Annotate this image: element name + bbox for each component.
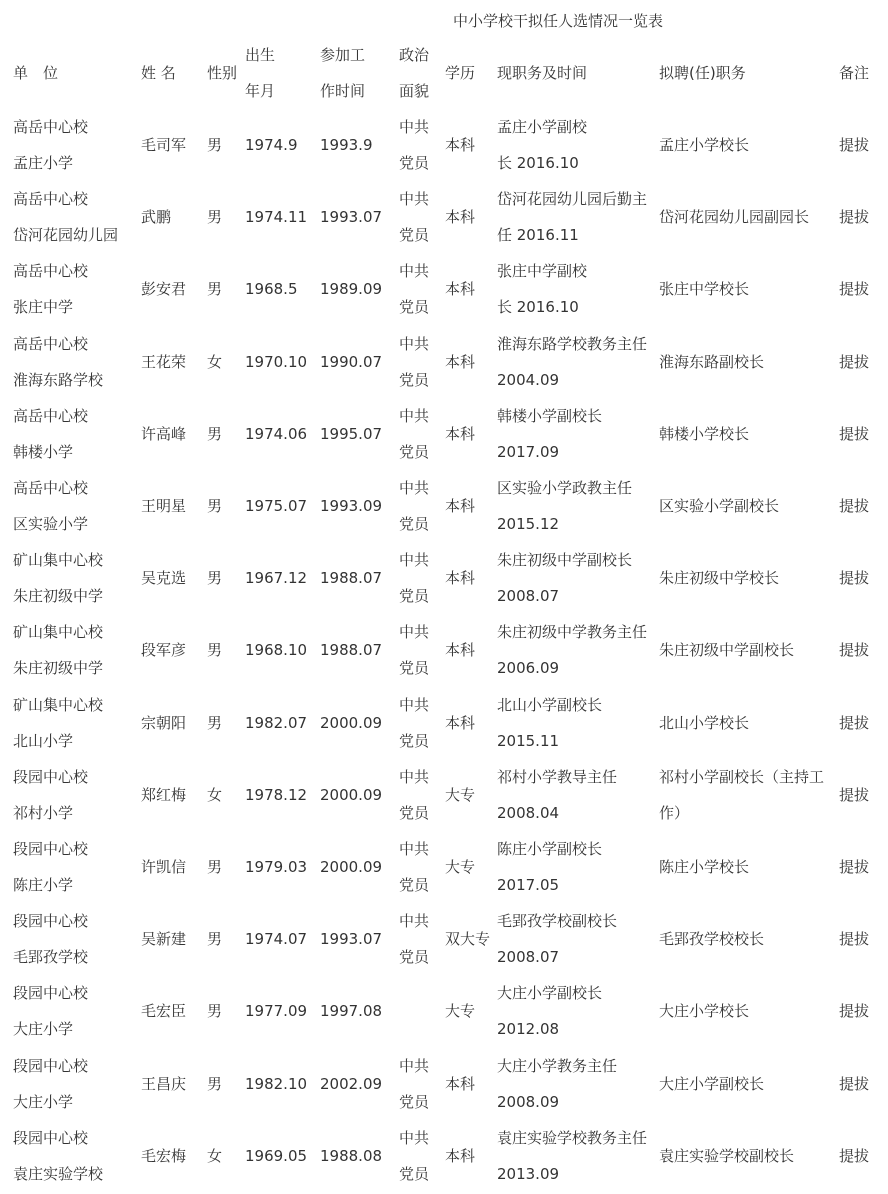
header-gender: 性别 [207, 63, 238, 82]
cell-education: 大专 [445, 785, 476, 804]
cell-unit-line: 高岳中心校 [13, 406, 89, 425]
cell-name: 许高峰 [141, 424, 187, 443]
cell-education: 本科 [445, 1074, 476, 1093]
cell-name: 许凯信 [141, 857, 187, 876]
cell-unit-line: 朱庄初级中学 [13, 659, 104, 678]
cell-gender: 男 [207, 136, 223, 155]
cell-unit-line: 岱河花园幼儿园 [13, 226, 119, 245]
cell-unit [0, 975, 141, 1047]
table-row [0, 109, 888, 181]
cell-current-position-line: 2013.09 [497, 1164, 560, 1183]
cell-unit-line: 韩楼小学 [13, 442, 74, 461]
cell-birth: 1974.11 [245, 208, 308, 227]
cell-education: 本科 [445, 352, 476, 371]
cell-proposed-position [659, 831, 839, 903]
cell-unit [0, 831, 141, 903]
cell-birth: 1974.9 [245, 136, 298, 155]
cell-political-line: 中共 [399, 623, 430, 642]
cell-birth: 1975.07 [245, 497, 308, 516]
cell-unit [0, 398, 141, 470]
cell-current-position-line: 朱庄初级中学教务主任 [497, 623, 648, 642]
cell-political [399, 253, 445, 325]
cell-work-start: 1993.07 [320, 930, 383, 949]
cell-political-line: 中共 [399, 767, 430, 786]
cell-current-position-line: 区实验小学政教主任 [497, 479, 633, 498]
cell-political [399, 1120, 445, 1192]
page-title: 中小学校干拟任人选情况一览表 [453, 12, 664, 30]
cell-political-line: 中共 [399, 551, 430, 570]
header-row [0, 36, 888, 109]
cell-proposed-position-line: 张庄中学校长 [659, 280, 750, 299]
cell-proposed-position-line: 毛郢孜学校校长 [659, 930, 765, 949]
cell-unit-line: 段园中心校 [13, 1056, 89, 1075]
cell-political-line: 党员 [399, 298, 430, 317]
cell-unit [0, 687, 141, 759]
cell-proposed-position-line: 朱庄初级中学副校长 [659, 641, 795, 660]
cell-name: 段军彦 [141, 641, 187, 660]
table-row [0, 470, 888, 542]
header-political-line2: 面貌 [399, 81, 430, 100]
cell-proposed-position [659, 542, 839, 614]
cell-birth: 1974.06 [245, 424, 308, 443]
cell-name: 吴新建 [141, 930, 187, 949]
cell-political-line: 党员 [399, 442, 430, 461]
cell-education: 本科 [445, 208, 476, 227]
cell-birth: 1968.5 [245, 280, 298, 299]
cell-gender: 男 [207, 713, 223, 732]
header-name: 姓 名 [141, 63, 176, 82]
cell-proposed-position [659, 975, 839, 1047]
cell-proposed-position-line: 袁庄实验学校副校长 [659, 1146, 795, 1165]
cell-current-position [497, 398, 659, 470]
cell-remarks: 提拔 [839, 136, 870, 155]
cell-work-start: 1989.09 [320, 280, 383, 299]
header-birth [245, 36, 320, 109]
cell-proposed-position [659, 253, 839, 325]
cell-proposed-position-line: 区实验小学副校长 [659, 497, 780, 516]
cell-current-position [497, 614, 659, 686]
cell-current-position-line: 朱庄初级中学副校长 [497, 551, 633, 570]
cell-education: 本科 [445, 280, 476, 299]
header-political [399, 36, 445, 109]
cell-proposed-position-line: 陈庄小学校长 [659, 857, 750, 876]
cell-political [399, 687, 445, 759]
cell-education: 大专 [445, 1002, 476, 1021]
cell-current-position [497, 109, 659, 181]
cell-unit-line: 段园中心校 [13, 839, 89, 858]
cell-current-position-line: 北山小学副校长 [497, 695, 603, 714]
cell-current-position [497, 253, 659, 325]
cell-political-line: 中共 [399, 479, 430, 498]
cell-current-position-line: 长 2016.10 [497, 298, 579, 317]
table-row [0, 975, 888, 1047]
cell-unit [0, 614, 141, 686]
cell-proposed-position [659, 181, 839, 253]
cell-unit [0, 1047, 141, 1119]
cell-unit-line: 段园中心校 [13, 767, 89, 786]
cell-name: 毛宏梅 [141, 1146, 187, 1165]
cell-proposed-position [659, 903, 839, 975]
cell-remarks: 提拔 [839, 280, 870, 299]
cell-unit-line: 高岳中心校 [13, 334, 89, 353]
cell-gender: 女 [207, 785, 223, 804]
cell-proposed-position [659, 1047, 839, 1119]
cell-birth: 1979.03 [245, 857, 308, 876]
cell-work-start: 2002.09 [320, 1074, 383, 1093]
cell-political-line: 中共 [399, 1056, 430, 1075]
cell-name: 毛宏臣 [141, 1002, 187, 1021]
table-header [0, 36, 888, 109]
cell-gender: 男 [207, 208, 223, 227]
cell-remarks: 提拔 [839, 208, 870, 227]
cell-political-line: 中共 [399, 695, 430, 714]
cell-political-line: 党员 [399, 587, 430, 606]
cell-education: 本科 [445, 641, 476, 660]
header-birth-line1: 出生 [245, 45, 276, 64]
cell-remarks: 提拔 [839, 569, 870, 588]
cell-current-position-line: 2017.09 [497, 442, 560, 461]
cell-unit-line: 大庄小学 [13, 1020, 74, 1039]
table-row [0, 614, 888, 686]
cell-name: 吴克选 [141, 569, 187, 588]
cell-proposed-position [659, 759, 839, 831]
cell-current-position-line: 2015.11 [497, 731, 560, 750]
cell-education: 本科 [445, 713, 476, 732]
cell-birth: 1982.10 [245, 1074, 308, 1093]
cell-political [399, 542, 445, 614]
cell-current-position [497, 326, 659, 398]
cell-education: 本科 [445, 497, 476, 516]
table-row [0, 181, 888, 253]
cell-unit-line: 高岳中心校 [13, 190, 89, 209]
cell-proposed-position [659, 398, 839, 470]
cell-political-line: 中共 [399, 912, 430, 931]
cell-political-line: 党员 [399, 875, 430, 894]
cell-unit [0, 903, 141, 975]
header-work-line2: 作时间 [320, 81, 366, 100]
cell-gender: 女 [207, 1146, 223, 1165]
cell-unit-line: 张庄中学 [13, 298, 74, 317]
header-work-line1: 参加工 [320, 45, 366, 64]
cell-current-position-line: 2004.09 [497, 370, 560, 389]
cell-remarks: 提拔 [839, 352, 870, 371]
cell-current-position-line: 任 2016.11 [497, 226, 579, 245]
cell-political-line: 中共 [399, 334, 430, 353]
cell-gender: 男 [207, 280, 223, 299]
table-row [0, 1120, 888, 1192]
table-row [0, 398, 888, 470]
cell-work-start: 2000.09 [320, 857, 383, 876]
cell-current-position [497, 470, 659, 542]
cell-unit-line: 淮海东路学校 [13, 370, 104, 389]
table-body [0, 109, 888, 1192]
cell-work-start: 1993.09 [320, 497, 383, 516]
cell-current-position [497, 759, 659, 831]
cell-political-line: 中共 [399, 1128, 430, 1147]
cell-birth: 1967.12 [245, 569, 308, 588]
cell-current-position-line: 长 2016.10 [497, 154, 579, 173]
table-row [0, 253, 888, 325]
cell-unit-line: 矿山集中心校 [13, 551, 104, 570]
cell-work-start: 1988.08 [320, 1146, 383, 1165]
cell-proposed-position-line: 韩楼小学校长 [659, 424, 750, 443]
cell-proposed-position-line: 大庄小学副校长 [659, 1074, 765, 1093]
cell-remarks: 提拔 [839, 1074, 870, 1093]
cell-political-line: 党员 [399, 803, 430, 822]
cell-remarks: 提拔 [839, 1002, 870, 1021]
table-row [0, 687, 888, 759]
cell-name: 彭安君 [141, 280, 187, 299]
cell-work-start: 1993.07 [320, 208, 383, 227]
cell-political [399, 759, 445, 831]
cell-current-position-line: 2008.09 [497, 1092, 560, 1111]
cell-unit [0, 1120, 141, 1192]
cell-political-line: 党员 [399, 1164, 430, 1183]
header-birth-line2: 年月 [245, 81, 276, 100]
cell-proposed-position-line: 祁村小学副校长（主持工 [659, 767, 825, 786]
cell-current-position [497, 831, 659, 903]
cell-political-line: 中共 [399, 262, 430, 281]
cell-proposed-position-line: 朱庄初级中学校长 [659, 569, 780, 588]
cell-unit-line: 区实验小学 [13, 515, 89, 534]
cell-political-line: 中共 [399, 118, 430, 137]
cell-education: 本科 [445, 1146, 476, 1165]
cell-remarks: 提拔 [839, 641, 870, 660]
cell-unit [0, 759, 141, 831]
cell-current-position-line: 2012.08 [497, 1020, 560, 1039]
cell-proposed-position-line: 淮海东路副校长 [659, 352, 765, 371]
candidate-table [0, 36, 888, 1192]
cell-current-position [497, 1120, 659, 1192]
table-row [0, 903, 888, 975]
cell-name: 郑红梅 [141, 785, 187, 804]
cell-political [399, 398, 445, 470]
cell-political-line: 党员 [399, 154, 430, 173]
cell-current-position-line: 2006.09 [497, 659, 560, 678]
cell-remarks: 提拔 [839, 785, 870, 804]
cell-political-line: 党员 [399, 1092, 430, 1111]
cell-remarks: 提拔 [839, 857, 870, 876]
cell-current-position-line: 2008.07 [497, 948, 560, 967]
cell-political-line: 党员 [399, 226, 430, 245]
cell-gender: 男 [207, 424, 223, 443]
cell-current-position-line: 袁庄实验学校教务主任 [497, 1128, 648, 1147]
cell-unit-line: 段园中心校 [13, 984, 89, 1003]
cell-unit [0, 181, 141, 253]
header-unit: 单 位 [13, 63, 59, 82]
cell-gender: 男 [207, 641, 223, 660]
cell-current-position-line: 孟庄小学副校 [497, 118, 588, 137]
cell-current-position [497, 1047, 659, 1119]
cell-political [399, 109, 445, 181]
cell-proposed-position-line: 作） [659, 803, 690, 822]
cell-work-start: 1995.07 [320, 424, 383, 443]
cell-unit-line: 朱庄初级中学 [13, 587, 104, 606]
cell-remarks: 提拔 [839, 497, 870, 516]
cell-political-line: 党员 [399, 515, 430, 534]
header-proposed-position: 拟聘(任)职务 [659, 63, 746, 82]
cell-political [399, 470, 445, 542]
cell-current-position-line: 岱河花园幼儿园后勤主 [497, 190, 648, 209]
cell-political [399, 181, 445, 253]
cell-current-position-line: 陈庄小学副校长 [497, 839, 603, 858]
table-row [0, 831, 888, 903]
cell-current-position [497, 542, 659, 614]
cell-education: 本科 [445, 136, 476, 155]
cell-current-position-line: 大庄小学副校长 [497, 984, 603, 1003]
cell-political-line: 党员 [399, 731, 430, 750]
cell-work-start: 1988.07 [320, 569, 383, 588]
cell-political-line: 中共 [399, 190, 430, 209]
cell-birth: 1969.05 [245, 1146, 308, 1165]
cell-name: 武鹏 [141, 208, 172, 227]
cell-education: 双大专 [445, 930, 491, 949]
cell-current-position-line: 2015.12 [497, 515, 560, 534]
cell-proposed-position [659, 614, 839, 686]
cell-gender: 男 [207, 497, 223, 516]
cell-education: 本科 [445, 424, 476, 443]
header-remarks: 备注 [839, 63, 870, 82]
cell-political-line: 中共 [399, 406, 430, 425]
cell-work-start: 2000.09 [320, 713, 383, 732]
cell-name: 王花荣 [141, 352, 187, 371]
cell-proposed-position [659, 326, 839, 398]
cell-gender: 男 [207, 1002, 223, 1021]
cell-political-line: 党员 [399, 370, 430, 389]
cell-work-start: 1990.07 [320, 352, 383, 371]
cell-unit-line: 北山小学 [13, 731, 74, 750]
cell-unit-line: 矿山集中心校 [13, 695, 104, 714]
cell-political [399, 326, 445, 398]
cell-proposed-position [659, 1120, 839, 1192]
cell-current-position-line: 2008.07 [497, 587, 560, 606]
cell-proposed-position-line: 孟庄小学校长 [659, 136, 750, 155]
cell-work-start: 2000.09 [320, 785, 383, 804]
header-education: 学历 [445, 63, 476, 82]
cell-political [399, 1047, 445, 1119]
cell-birth: 1974.07 [245, 930, 308, 949]
cell-education: 大专 [445, 857, 476, 876]
cell-political-line: 党员 [399, 659, 430, 678]
cell-work-start: 1988.07 [320, 641, 383, 660]
cell-proposed-position [659, 109, 839, 181]
table-row [0, 326, 888, 398]
cell-unit-line: 矿山集中心校 [13, 623, 104, 642]
cell-education: 本科 [445, 569, 476, 588]
cell-work-start: 1997.08 [320, 1002, 383, 1021]
cell-gender: 女 [207, 352, 223, 371]
cell-unit-line: 袁庄实验学校 [13, 1164, 104, 1183]
cell-gender: 男 [207, 1074, 223, 1093]
cell-current-position-line: 韩楼小学副校长 [497, 406, 603, 425]
cell-unit-line: 高岳中心校 [13, 118, 89, 137]
cell-current-position [497, 903, 659, 975]
cell-unit-line: 高岳中心校 [13, 479, 89, 498]
cell-gender: 男 [207, 857, 223, 876]
cell-unit-line: 大庄小学 [13, 1092, 74, 1111]
cell-remarks: 提拔 [839, 424, 870, 443]
header-current-position: 现职务及时间 [497, 63, 588, 82]
cell-gender: 男 [207, 569, 223, 588]
cell-unit [0, 542, 141, 614]
table-row [0, 759, 888, 831]
header-political-line1: 政治 [399, 45, 430, 64]
cell-political [399, 975, 445, 1047]
cell-birth: 1970.10 [245, 352, 308, 371]
cell-unit-line: 祁村小学 [13, 803, 74, 822]
cell-current-position [497, 181, 659, 253]
cell-proposed-position [659, 470, 839, 542]
cell-birth: 1977.09 [245, 1002, 308, 1021]
cell-unit-line: 毛郢孜学校 [13, 948, 89, 967]
cell-birth: 1978.12 [245, 785, 308, 804]
cell-political-line: 中共 [399, 839, 430, 858]
cell-remarks: 提拔 [839, 713, 870, 732]
cell-birth: 1982.07 [245, 713, 308, 732]
cell-political [399, 903, 445, 975]
cell-remarks: 提拔 [839, 930, 870, 949]
cell-name: 宗朝阳 [141, 713, 187, 732]
cell-political [399, 614, 445, 686]
cell-birth: 1968.10 [245, 641, 308, 660]
cell-current-position-line: 大庄小学教务主任 [497, 1056, 618, 1075]
cell-proposed-position-line: 北山小学校长 [659, 713, 750, 732]
cell-unit [0, 253, 141, 325]
cell-unit [0, 326, 141, 398]
cell-name: 王明星 [141, 497, 187, 516]
table-row [0, 1047, 888, 1119]
cell-unit [0, 470, 141, 542]
cell-current-position-line: 2017.05 [497, 875, 560, 894]
cell-gender: 男 [207, 930, 223, 949]
cell-current-position-line: 张庄中学副校 [497, 262, 588, 281]
cell-name: 毛司军 [141, 136, 187, 155]
cell-unit-line: 段园中心校 [13, 912, 89, 931]
cell-political [399, 831, 445, 903]
cell-current-position [497, 687, 659, 759]
cell-proposed-position-line: 大庄小学校长 [659, 1002, 750, 1021]
cell-unit-line: 陈庄小学 [13, 875, 74, 894]
cell-unit-line: 孟庄小学 [13, 154, 74, 173]
cell-proposed-position-line: 岱河花园幼儿园副园长 [659, 208, 810, 227]
cell-current-position [497, 975, 659, 1047]
cell-current-position-line: 祁村小学教导主任 [497, 767, 618, 786]
header-work-start [320, 36, 399, 109]
cell-proposed-position [659, 687, 839, 759]
cell-current-position-line: 淮海东路学校教务主任 [497, 334, 648, 353]
cell-current-position-line: 毛郢孜学校副校长 [497, 912, 618, 931]
cell-name: 王昌庆 [141, 1074, 187, 1093]
cell-political-line: 党员 [399, 948, 430, 967]
cell-unit [0, 109, 141, 181]
cell-unit-line: 段园中心校 [13, 1128, 89, 1147]
cell-work-start: 1993.9 [320, 136, 373, 155]
cell-remarks: 提拔 [839, 1146, 870, 1165]
cell-current-position-line: 2008.04 [497, 803, 560, 822]
table-row [0, 542, 888, 614]
cell-unit-line: 高岳中心校 [13, 262, 89, 281]
